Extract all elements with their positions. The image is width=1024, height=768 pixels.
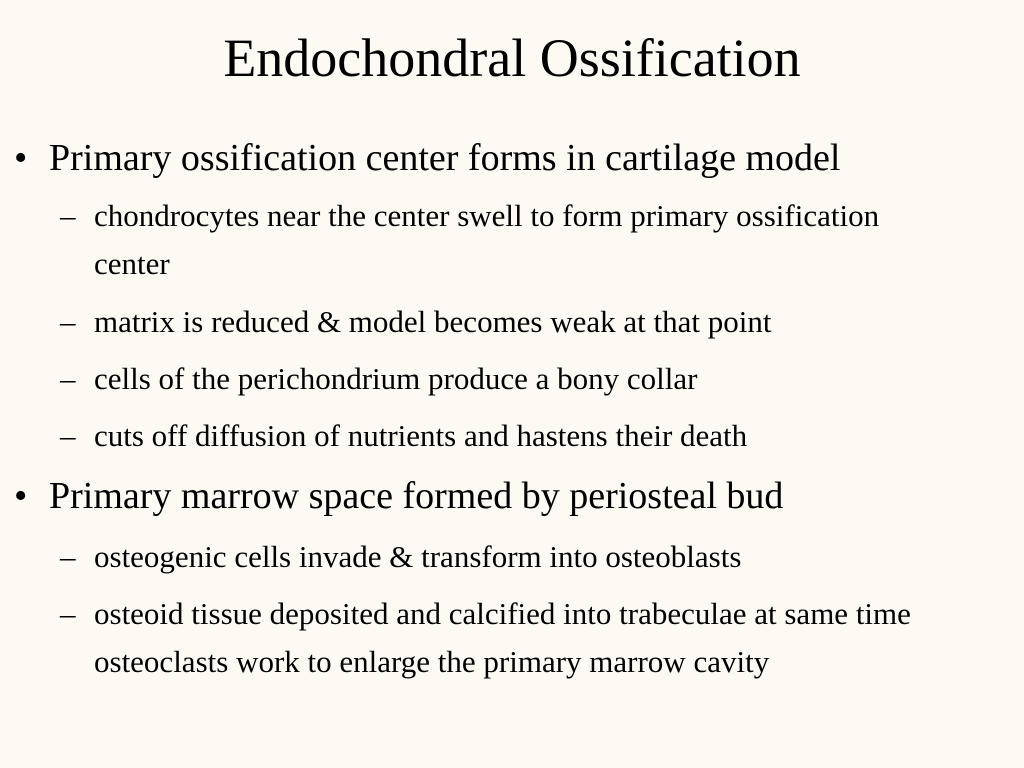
sub-marker: –: [60, 361, 76, 396]
sub-item-2-1: [60, 533, 980, 581]
sub-text: matrix is reduced & model becomes weak at that point: [94, 304, 772, 339]
sub-text: cells of the perichondrium produce a bony collar: [94, 361, 698, 396]
sub-item-2-2: [60, 590, 980, 686]
bullet-marker: •: [14, 475, 28, 517]
sub-marker: –: [60, 418, 76, 453]
sub-marker: –: [60, 539, 76, 574]
bullet-marker: •: [14, 137, 28, 179]
sub-text: chondrocytes near the center swell to form primary ossification center: [94, 198, 880, 281]
sub-text: osteogenic cells invade & transform into osteoblasts: [94, 539, 742, 574]
sub-text: osteoid tissue deposited and calcified into trabeculae at same time osteoclasts work to enlarge the primary marrow cavity: [94, 596, 911, 679]
slide-title: Endochondral Ossification: [223, 28, 801, 88]
bullet-text: Primary ossification center forms in cartilage model: [49, 137, 841, 179]
sub-item-1-2: [60, 298, 980, 346]
sub-marker: –: [60, 304, 76, 339]
bullet-text: Primary marrow space formed by periosteal bud: [49, 475, 784, 517]
sub-item-1-1: [60, 192, 980, 288]
sub-marker: –: [60, 198, 76, 233]
sub-item-1-4: [60, 412, 980, 460]
sub-marker: –: [60, 596, 76, 631]
sub-text: cuts off diffusion of nutrients and hastens their death: [94, 418, 748, 453]
sub-item-1-3: [60, 355, 980, 403]
